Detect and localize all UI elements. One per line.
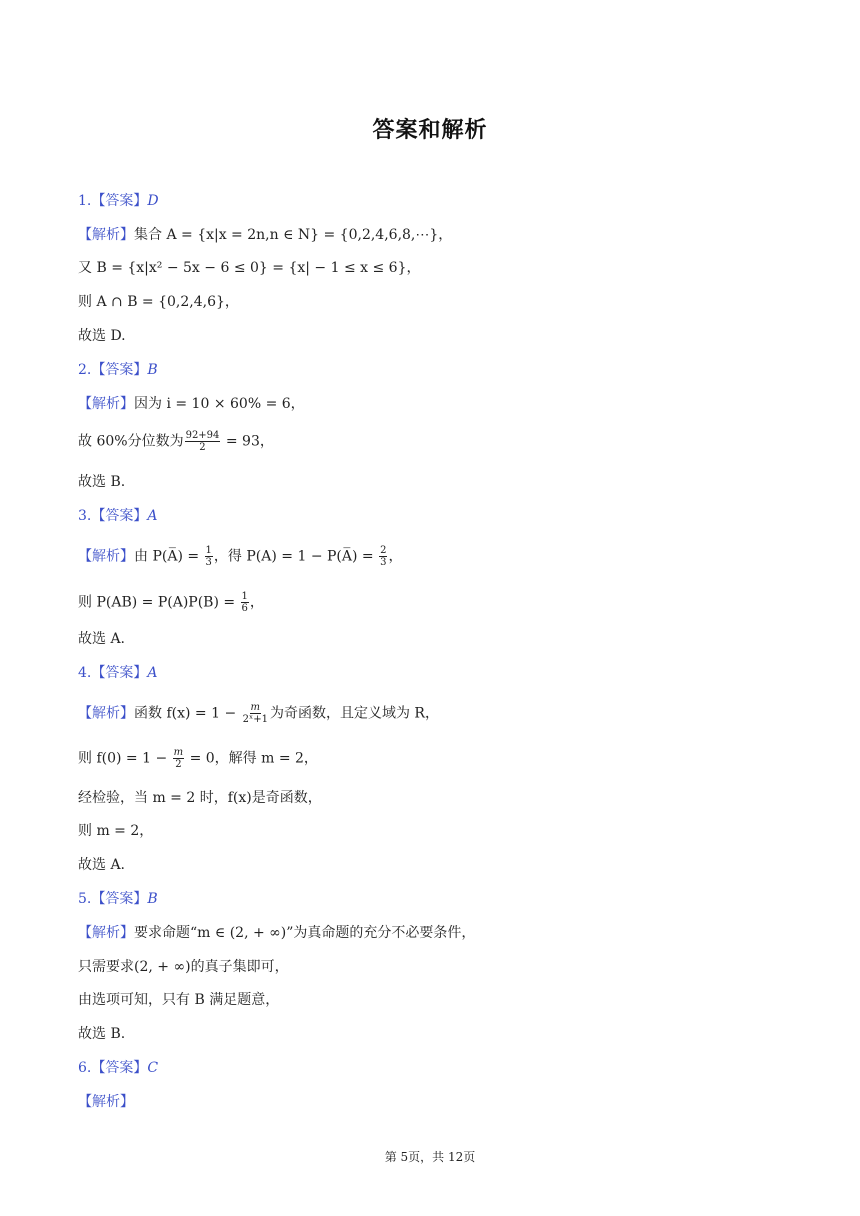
analysis-line-q4-3: 经检验，当 m = 2 时，f(x)是奇函数，: [78, 790, 322, 806]
analysis-line-q1-3: 则 A ∩ B = {0,2,4,6}，: [78, 294, 239, 310]
answer-line-q5: 5.【答案】B: [78, 891, 158, 907]
analysis-line-q2-3: 故选 B.: [78, 474, 126, 490]
analysis-line-q3-2: 则 P(AB) = P(A)P(B) = $\frac{1}{6}$ ，: [78, 591, 264, 614]
analysis-line-q3-3: 故选 A.: [78, 631, 126, 647]
page-title: 答案和解析: [372, 118, 488, 143]
analysis-line-q1-4: 故选 D.: [78, 328, 126, 344]
analysis-line-q2-2: 故 60%分位数为 $\frac{92+94}{2}$ = 93，: [78, 430, 274, 453]
analysis-line-q6-1: 【解析】: [78, 1094, 134, 1110]
answer-line-q4: 4.【答案】A: [78, 665, 158, 681]
fraction: $\frac{m}{2}$: [173, 747, 184, 770]
analysis-line-q5-3: 由选项可知，只有 B 满足题意，: [78, 992, 280, 1008]
answer-line-q3: 3.【答案】A: [78, 508, 158, 524]
fraction: $\frac{m}{\text{2ˣ+1}}$: [242, 702, 268, 725]
analysis-line-q4-5: 故选 A.: [78, 857, 126, 873]
analysis-line-q3-1: 【解析】由 P(A̅) = $\frac{1}{3}$ ，得 P(A) = 1 − P(A̅) = $\frac{2}{3}$ ，: [78, 545, 403, 568]
analysis-line-q1-1: 【解析】集合 A = {x|x = 2n,n ∈ N} = {0,2,4,6,8,⋯}，: [78, 227, 453, 243]
fraction: $\frac{92+94}{2}$: [185, 430, 220, 453]
page-footer: 第 5页，共 12页: [384, 1150, 476, 1164]
answer-line-q6: 6.【答案】C: [78, 1060, 159, 1076]
answer-line-q2: 2.【答案】B: [78, 362, 158, 378]
analysis-line-q4-2: 则 f(0) = 1 − $\frac{m}{2}$ = 0，解得 m = 2，: [78, 747, 318, 770]
analysis-line-q4-4: 则 m = 2，: [78, 823, 154, 839]
analysis-line-q4-1: 【解析】函数 f(x) = 1 − $\frac{m}{\text{2ˣ+1}}$ 为奇函数，且定义域为 R，: [78, 702, 439, 725]
analysis-line-q2-1: 【解析】因为 i = 10 × 60% = 6，: [78, 396, 305, 412]
fraction: $\frac{2}{3}$: [380, 545, 387, 568]
analysis-line-q5-4: 故选 B.: [78, 1026, 126, 1042]
fraction: $\frac{1}{6}$: [241, 591, 248, 614]
fraction: $\frac{1}{3}$: [205, 545, 212, 568]
analysis-line-q5-1: 【解析】要求命题“m ∈ (2, + ∞)”为真命题的充分不必要条件，: [78, 925, 476, 941]
analysis-line-q5-2: 只需要求(2, + ∞)的真子集即可，: [78, 959, 289, 975]
answer-line-q1: 1.【答案】D: [78, 193, 159, 209]
analysis-line-q1-2: 又 B = {x|x² − 5x − 6 ≤ 0} = {x| − 1 ≤ x ≤ 6}，: [78, 260, 421, 276]
